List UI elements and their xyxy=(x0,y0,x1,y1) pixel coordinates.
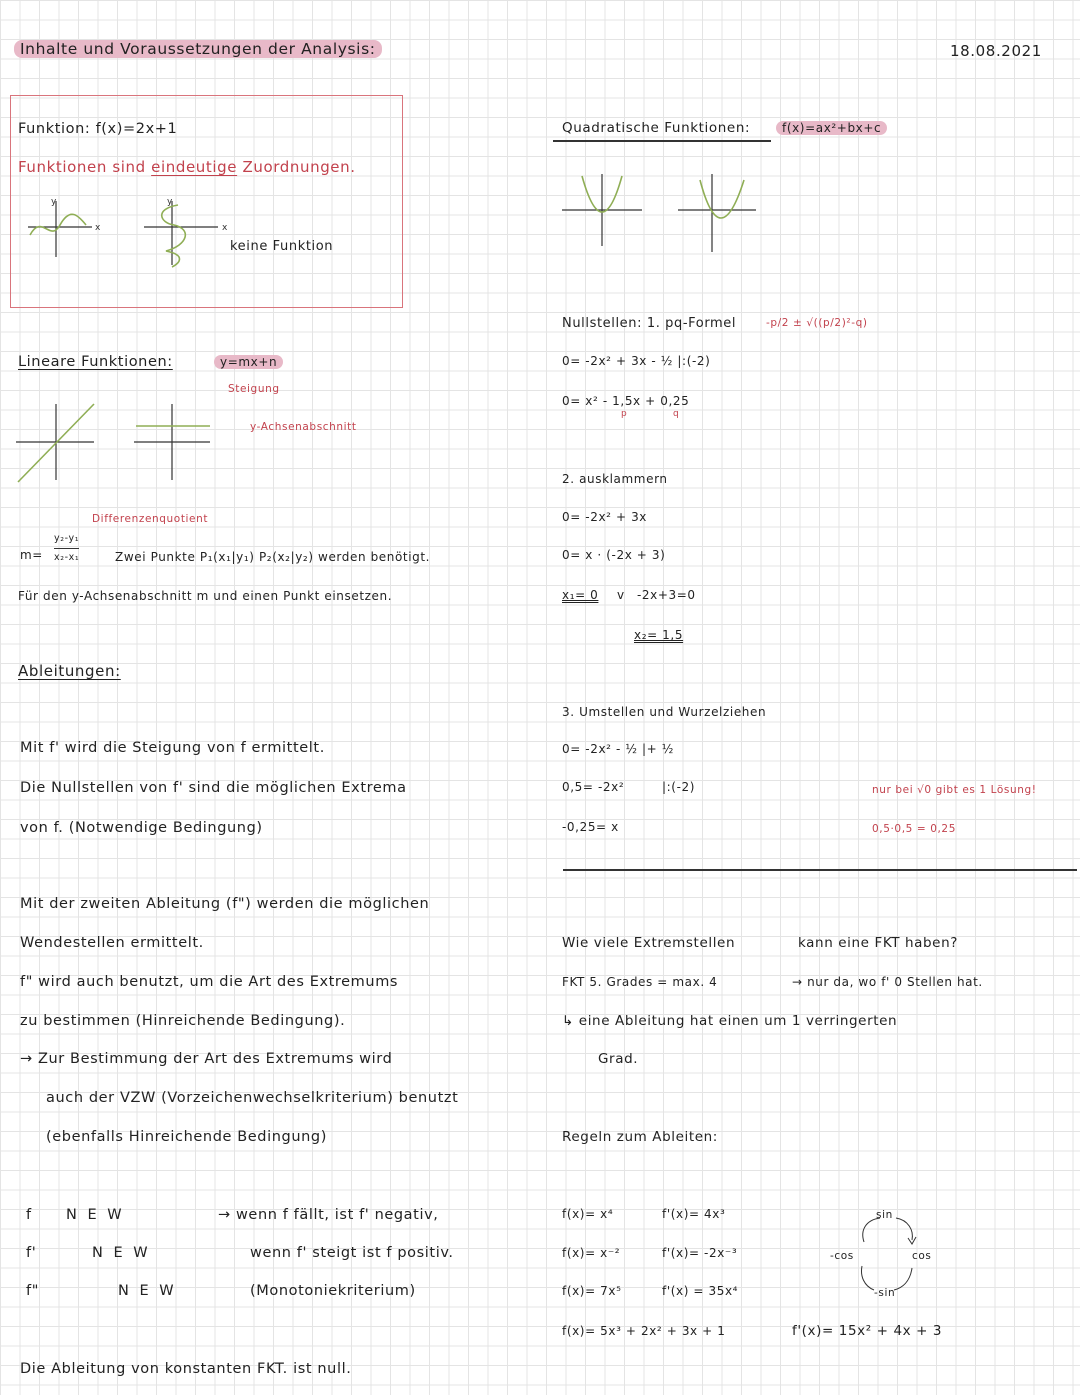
m-numerator: y₂-y₁ xyxy=(54,533,80,544)
ableitungen-p2-line6: auch der VZW (Vorzeichenwechselkriterium) benutzt xyxy=(46,1090,459,1106)
eindeutig-statement: Funktionen sind eindeutige Zuordnungen. xyxy=(18,158,356,176)
date-label: 18.08.2021 xyxy=(950,42,1042,60)
regeln-title: Regeln zum Ableiten: xyxy=(562,1129,718,1145)
ausklammern-eq: -2x+3=0 xyxy=(637,588,696,602)
svg-text:x: x xyxy=(95,223,101,233)
pq-line1: 0= -2x² + 3x - ½ |:(-2) xyxy=(562,354,711,368)
parabola-sketch-graphs xyxy=(560,170,760,255)
ausklammern-line1: 0= -2x² + 3x xyxy=(562,510,648,524)
ausklammern-x1: x₁= 0 xyxy=(562,588,599,602)
ableitungen-p1-line2: Die Nullstellen von f' sind die möglichen Extrema xyxy=(20,780,407,796)
pq-line2: 0= x² - 1,5x + 0,25 xyxy=(562,394,690,408)
page-title: Inhalte und Voraussetzungen der Analysis: xyxy=(14,40,382,58)
cycle-cos: cos xyxy=(912,1250,932,1262)
pq-q-marker: q xyxy=(673,409,680,419)
m-label: m= xyxy=(20,548,43,562)
ableitungen-p2-line7: (ebenfalls Hinreichende Bedingung) xyxy=(46,1129,327,1145)
ausklammern-or: v xyxy=(617,588,625,602)
ausklammern-x2: x₂= 1,5 xyxy=(634,628,684,642)
extrem-answer-b: → nur da, wo f' 0 Stellen hat. xyxy=(792,975,983,989)
konstant-text: Die Ableitung von konstanten FKT. ist null. xyxy=(20,1361,352,1377)
monotonie-line3: (Monotoniekriterium) xyxy=(250,1283,416,1299)
m-denominator: x₂-x₁ xyxy=(54,548,79,567)
new-row-f: N E W xyxy=(66,1207,125,1223)
steigung-label: Steigung xyxy=(228,383,280,395)
cycle-neg-sin: -sin xyxy=(874,1287,896,1299)
svg-text:y: y xyxy=(167,197,173,207)
rule-d-2: f'(x)= -2x⁻³ xyxy=(662,1246,738,1260)
new-row-f2: N E W xyxy=(118,1283,177,1299)
rule-f-1: f(x)= x⁴ xyxy=(562,1207,614,1221)
cycle-neg-cos: -cos xyxy=(830,1250,854,1262)
hint-calc: 0,5·0,5 = 0,25 xyxy=(872,823,956,835)
rule-d-1: f'(x)= 4x³ xyxy=(662,1207,726,1221)
extrem-answer-line4: Grad. xyxy=(598,1051,639,1067)
quad-formula: f(x)=ax²+bx+c xyxy=(776,119,887,137)
quad-title-underline xyxy=(553,140,771,142)
umstellen-line1: 0= -2x² - ½ |+ ½ xyxy=(562,742,674,756)
ableitungen-p2-line5: → Zur Bestimmung der Art des Extremums wird xyxy=(20,1051,393,1067)
funktion-definition: Funktion: f(x)=2x+1 xyxy=(18,121,178,137)
quad-title: Quadratische Funktionen: xyxy=(562,120,751,136)
pq-p-marker: p xyxy=(621,409,628,419)
hint-text: nur bei √0 gibt es 1 Lösung! xyxy=(872,784,1037,796)
extrem-answer-line3: ↳ eine Ableitung hat einen um 1 verringerten xyxy=(562,1013,898,1029)
lineare-title: Lineare Funktionen: xyxy=(18,354,173,370)
nullstellen-label: Nullstellen: 1. pq-Formel xyxy=(562,316,737,331)
umstellen-line2: 0,5= -2x² xyxy=(562,780,625,794)
svg-text:y: y xyxy=(51,197,57,207)
pq-formula: -p/2 ± √((p/2)²-q) xyxy=(766,317,868,329)
lineare-formula: y=mx+n xyxy=(214,353,283,371)
cycle-sin: sin xyxy=(876,1209,893,1221)
zwei-punkte-text: Zwei Punkte P₁(x₁|y₁) P₂(x₂|y₂) werden benötigt. xyxy=(115,550,431,564)
umstellen-line3: -0,25= x xyxy=(562,820,619,834)
non-function-sketch-graph xyxy=(140,195,240,270)
new-row-f1: N E W xyxy=(92,1245,151,1261)
fuer-den-text: Für den y-Achsenabschnitt m und einen Punkt einsetzen. xyxy=(18,589,393,603)
new-label-f: f xyxy=(26,1207,32,1223)
monotonie-line2: wenn f' steigt ist f positiv. xyxy=(250,1245,454,1261)
ausklammern-title: 2. ausklammern xyxy=(562,472,668,486)
y-achsenabschnitt-label: y-Achsenabschnitt xyxy=(250,421,357,433)
rule-f-2: f(x)= x⁻² xyxy=(562,1246,621,1260)
rule-d-3: f'(x) = 35x⁴ xyxy=(662,1284,739,1298)
rule-d-4: f'(x)= 15x² + 4x + 3 xyxy=(792,1323,943,1339)
ableitungen-p1-line3: von f. (Notwendige Bedingung) xyxy=(20,820,263,836)
differenzenquotient-label: Differenzenquotient xyxy=(92,513,209,525)
right-divider xyxy=(563,869,1077,871)
new-label-f2: f" xyxy=(26,1283,39,1299)
function-sketch-graph xyxy=(20,195,110,265)
extrem-question-b: kann eine FKT haben? xyxy=(798,935,958,951)
ableitungen-p2-line2: Wendestellen ermittelt. xyxy=(20,935,204,951)
ableitungen-p1-line1: Mit f' wird die Steigung von f ermittelt. xyxy=(20,740,325,756)
ableitungen-p2-line3: f" wird auch benutzt, um die Art des Extremums xyxy=(20,974,399,990)
ausklammern-line2: 0= x · (-2x + 3) xyxy=(562,548,666,562)
umstellen-title: 3. Umstellen und Wurzelziehen xyxy=(562,705,767,719)
ableitungen-p2-line4: zu bestimmen (Hinreichende Bedingung). xyxy=(20,1013,346,1029)
rule-f-4: f(x)= 5x³ + 2x² + 3x + 1 xyxy=(562,1324,726,1338)
keine-funktion-label: keine Funktion xyxy=(230,239,334,254)
monotonie-line1: → wenn f fällt, ist f' negativ, xyxy=(218,1207,439,1223)
svg-text:x: x xyxy=(222,223,228,233)
extrem-question-a: Wie viele Extremstellen xyxy=(562,935,736,951)
linear-sketch-graphs xyxy=(14,400,214,485)
ableitungen-title: Ableitungen: xyxy=(18,662,121,680)
new-label-f1: f' xyxy=(26,1245,37,1261)
rule-f-3: f(x)= 7x⁵ xyxy=(562,1284,622,1298)
extrem-answer-a: FKT 5. Grades = max. 4 xyxy=(562,975,718,989)
ableitungen-p2-line1: Mit der zweiten Ableitung (f") werden die möglichen xyxy=(20,896,430,912)
umstellen-line2-op: |:(-2) xyxy=(662,780,696,794)
